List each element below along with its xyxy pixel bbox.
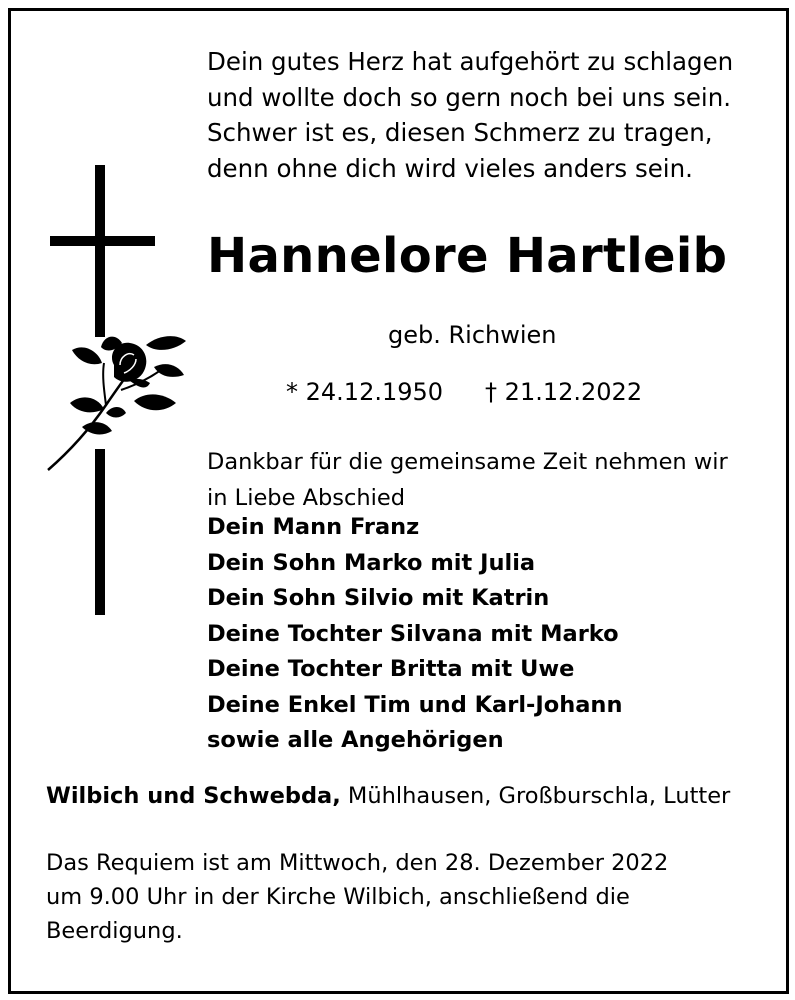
family-member: Deine Tochter Britta mit Uwe bbox=[207, 656, 575, 682]
death-date: † 21.12.2022 bbox=[485, 378, 643, 406]
family-member: Deine Tochter Silvana mit Marko bbox=[207, 620, 619, 647]
birth-name: geb. Richwien bbox=[388, 321, 557, 349]
requiem-line: Das Requiem ist am Mittwoch, den 28. Dezember 2022 bbox=[46, 850, 669, 876]
thanks-line: in Liebe Abschied bbox=[207, 484, 405, 511]
family-member: Dein Mann Franz bbox=[207, 514, 420, 540]
poem-line: denn ohne dich wird vieles anders sein. bbox=[207, 153, 693, 183]
requiem-line: um 9.00 Uhr in der Kirche Wilbich, anschließend die bbox=[46, 884, 630, 910]
requiem-info bbox=[46, 846, 668, 948]
family-member: Deine Enkel Tim und Karl-Johann bbox=[207, 691, 623, 718]
poem-line: Schwer ist es, diesen Schmerz zu tragen, bbox=[207, 118, 713, 147]
other-places: Mühlhausen, Großburschla, Lutter bbox=[340, 783, 731, 809]
cross-with-rose-icon bbox=[46, 165, 191, 620]
poem bbox=[207, 44, 733, 186]
birth-date: * 24.12.1950 bbox=[286, 378, 444, 406]
deceased-name: Hannelore Hartleib bbox=[207, 228, 728, 284]
thanks-text bbox=[207, 445, 728, 516]
family-member: sowie alle Angehörigen bbox=[207, 727, 504, 753]
poem-line: und wollte doch so gern noch bei uns sein. bbox=[207, 82, 732, 112]
poem-line: Dein gutes Herz hat aufgehört zu schlagen bbox=[207, 47, 734, 76]
places-line bbox=[46, 783, 730, 809]
main-places: Wilbich und Schwebda, bbox=[46, 783, 341, 809]
family-list bbox=[207, 510, 622, 759]
family-member: Dein Sohn Silvio mit Katrin bbox=[207, 585, 550, 611]
family-member: Dein Sohn Marko mit Julia bbox=[207, 549, 536, 576]
requiem-line: Beerdigung. bbox=[46, 918, 183, 944]
thanks-line: Dankbar für die gemeinsame Zeit nehmen wir bbox=[207, 449, 728, 475]
life-dates bbox=[286, 378, 642, 406]
